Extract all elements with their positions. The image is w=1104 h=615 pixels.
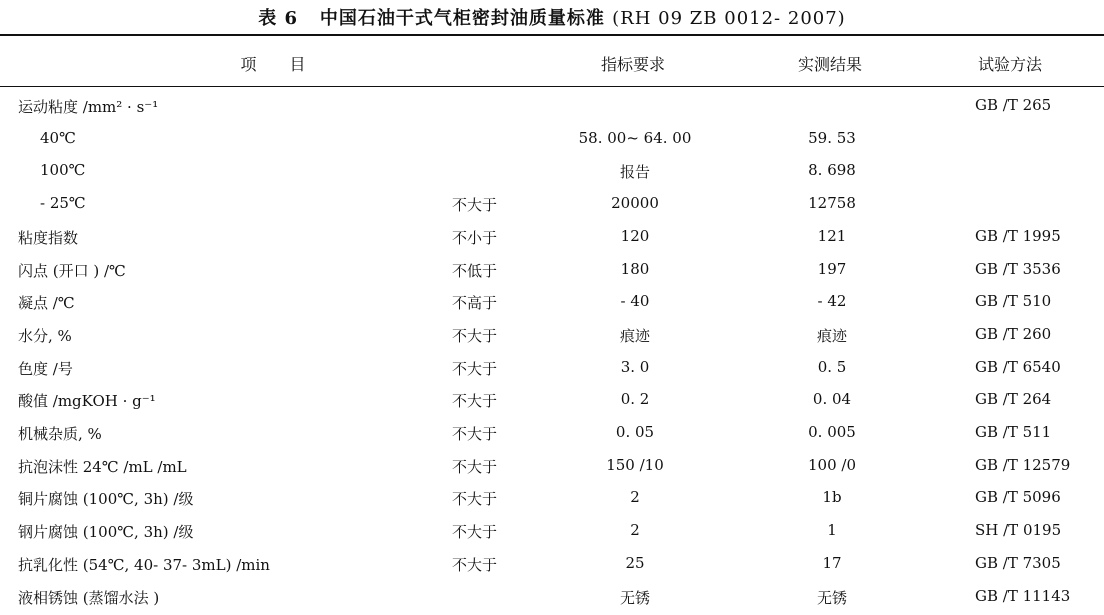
table-row	[0, 221, 1104, 253]
row-result: 59. 53	[808, 128, 856, 147]
table-row	[0, 581, 1104, 613]
row-item-name: 液相锈蚀 (蒸馏水法 )	[18, 588, 160, 607]
row-result: - 42	[817, 292, 847, 311]
row-item-name: 40℃	[40, 128, 76, 147]
row-item-name: 酸值 /mgKOH · g⁻¹	[18, 392, 156, 411]
header-result: 实测结果	[797, 55, 862, 74]
table-row	[0, 123, 1104, 155]
table-row	[0, 450, 1104, 482]
row-method: GB /T 12579	[975, 455, 1071, 474]
row-requirement: 无锈	[619, 588, 650, 607]
table-caption	[0, 4, 1104, 30]
row-requirement: - 40	[620, 292, 650, 311]
header-method: 试验方法	[977, 55, 1042, 74]
row-item-name: 机械杂质, %	[18, 425, 102, 443]
row-requirement: 20000	[611, 194, 659, 213]
row-requirement: 180	[620, 259, 650, 278]
row-qualifier: 不大于	[452, 392, 498, 411]
table-header	[0, 38, 1104, 86]
table-row	[0, 417, 1104, 449]
row-method: GB /T 3536	[975, 259, 1061, 278]
row-requirement: 0. 2	[620, 390, 650, 409]
table-row	[0, 286, 1104, 318]
row-method: GB /T 1995	[975, 226, 1061, 245]
row-qualifier: 不小于	[452, 228, 498, 247]
caption-label: 表 6	[258, 8, 299, 29]
row-method: SH /T 0195	[975, 521, 1062, 540]
row-qualifier: 不大于	[452, 490, 498, 509]
header-item: 项 目	[240, 55, 320, 74]
row-qualifier: 不大于	[452, 555, 498, 574]
table-row	[0, 384, 1104, 416]
row-method: GB /T 5096	[975, 488, 1061, 507]
row-result: 17	[822, 553, 842, 572]
row-result: 0. 005	[808, 423, 856, 441]
row-result: 8. 698	[808, 161, 856, 180]
row-result: 1b	[822, 488, 842, 507]
row-item-name: 100℃	[40, 161, 86, 180]
row-result: 1	[827, 521, 837, 540]
row-item-name: - 25℃	[40, 194, 86, 213]
caption-title: 中国石油干式气柜密封油质量标准	[319, 8, 605, 29]
row-result: 121	[817, 226, 847, 245]
table-row	[0, 482, 1104, 514]
caption-spec: (RH 09 ZB 0012- 2007)	[612, 8, 846, 29]
row-result: 100 /0	[808, 455, 856, 474]
row-item-name: 水分, %	[18, 326, 72, 345]
row-qualifier: 不大于	[452, 359, 498, 378]
row-qualifier: 不低于	[452, 261, 498, 280]
row-method: GB /T 260	[975, 324, 1052, 343]
row-item-name: 闪点 (开口 ) /℃	[18, 261, 126, 280]
row-method: GB /T 510	[975, 292, 1052, 311]
row-qualifier: 不大于	[452, 457, 498, 476]
table-header-rule	[0, 86, 1104, 87]
row-requirement: 25	[625, 553, 645, 572]
table-row	[0, 515, 1104, 547]
row-requirement: 2	[630, 488, 640, 507]
row-qualifier: 不高于	[452, 294, 498, 313]
row-qualifier: 不大于	[452, 196, 498, 215]
table-row	[0, 352, 1104, 384]
row-item-name: 粘度指数	[18, 228, 79, 247]
table-row	[0, 548, 1104, 580]
header-requirement: 指标要求	[600, 55, 665, 74]
row-qualifier: 不大于	[452, 326, 498, 345]
row-method: GB /T 265	[975, 96, 1052, 114]
row-item-name: 抗乳化性 (54℃, 40- 37- 3mL) /min	[18, 555, 270, 574]
table-top-rule	[0, 34, 1104, 36]
row-item-name: 铜片腐蚀 (100℃, 3h) /级	[18, 490, 194, 509]
row-method: GB /T 264	[975, 390, 1052, 409]
row-requirement: 报告	[619, 163, 650, 182]
row-item-name: 凝点 /℃	[18, 294, 75, 313]
row-method: GB /T 6540	[975, 357, 1061, 376]
row-result: 197	[817, 259, 847, 278]
row-requirement: 0. 05	[615, 423, 655, 441]
row-requirement: 痕迹	[619, 326, 650, 345]
row-item-name: 色度 /号	[18, 359, 73, 378]
table-row	[0, 319, 1104, 351]
row-method: GB /T 511	[975, 423, 1052, 441]
row-item-name: 钢片腐蚀 (100℃, 3h) /级	[18, 523, 194, 542]
row-requirement: 3. 0	[620, 357, 650, 376]
table-row	[0, 188, 1104, 220]
row-result: 痕迹	[816, 326, 847, 345]
row-qualifier: 不大于	[452, 425, 498, 443]
row-requirement: 58. 00~ 64. 00	[578, 128, 692, 147]
table-row	[0, 90, 1104, 122]
row-requirement: 2	[630, 521, 640, 540]
row-item-name: 运动粘度 /mm² · s⁻¹	[18, 98, 159, 116]
row-item-name: 抗泡沫性 24℃ /mL /mL	[18, 457, 187, 476]
row-requirement: 120	[620, 226, 650, 245]
row-result: 0. 04	[812, 390, 852, 409]
table-row	[0, 155, 1104, 187]
row-result: 0. 5	[817, 357, 847, 376]
table-row	[0, 254, 1104, 286]
row-requirement: 150 /10	[606, 455, 664, 474]
row-method: GB /T 7305	[975, 553, 1061, 572]
row-qualifier: 不大于	[452, 523, 498, 542]
row-result: 无锈	[816, 588, 847, 607]
row-result: 12758	[808, 194, 856, 213]
row-method: GB /T 11143	[975, 586, 1071, 605]
